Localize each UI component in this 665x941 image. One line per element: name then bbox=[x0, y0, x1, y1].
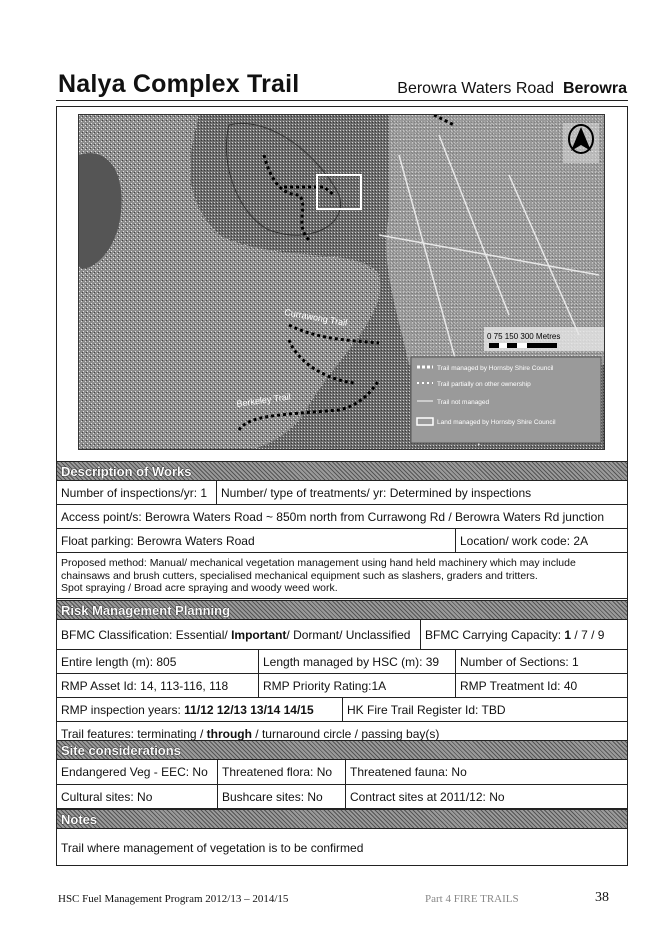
footer-part: Part 4 FIRE TRAILS bbox=[425, 893, 519, 905]
inspections-per-year: Number of inspections/yr: 1 bbox=[57, 481, 217, 504]
site-row-1 bbox=[57, 760, 627, 785]
rmp-priority-rating: RMP Priority Rating:1A bbox=[259, 674, 456, 697]
inspection-years-prefix: RMP inspection years: bbox=[61, 702, 185, 717]
map-image bbox=[79, 115, 605, 450]
bfmc-carrying-capacity bbox=[421, 620, 627, 649]
notes-text: Trail where management of vegetation is to be confirmed bbox=[61, 840, 364, 855]
risk-row-2 bbox=[57, 650, 627, 674]
bfmc-class-suffix: / Dormant/ Unclassified bbox=[286, 627, 411, 642]
section-description-of-works: Description of Works bbox=[57, 461, 627, 481]
site-row-2 bbox=[57, 785, 627, 809]
scale-bar bbox=[484, 327, 604, 351]
risk-row-4 bbox=[57, 698, 627, 722]
risk-row-3 bbox=[57, 674, 627, 698]
features-suffix: / turnaround circle / passing bay(s) bbox=[251, 726, 440, 741]
capacity-prefix: BFMC Carrying Capacity: bbox=[425, 627, 565, 642]
threatened-flora: Threatened flora: No bbox=[218, 760, 346, 784]
location-road: Berowra Waters Road bbox=[397, 80, 555, 97]
access-points: Access point/s: Berowra Waters Road ~ 850m north from Currawong Rd / Berowra Waters Rd junction bbox=[61, 509, 604, 524]
location-work-code: Location/ work code: 2A bbox=[460, 533, 589, 548]
works-row-1 bbox=[57, 481, 627, 505]
entire-length: Entire length (m): 805 bbox=[57, 650, 259, 673]
north-arrow-icon bbox=[563, 123, 599, 163]
footer-program: HSC Fuel Management Program 2012/13 – 2014/15 bbox=[58, 893, 289, 905]
trail-map bbox=[78, 114, 605, 450]
capacity-selected: 1 bbox=[564, 627, 572, 642]
proposed-method bbox=[57, 553, 627, 598]
notes-row bbox=[57, 829, 627, 866]
page-title: Nalya Complex Trail bbox=[58, 70, 300, 98]
works-row-2 bbox=[57, 505, 627, 529]
threatened-fauna: Threatened fauna: No bbox=[350, 765, 467, 779]
inspection-years-values: 11/12 12/13 13/14 14/15 bbox=[184, 702, 314, 717]
legend-item-2: Trail partially on other ownership bbox=[437, 381, 531, 388]
features-selected: through bbox=[206, 726, 252, 741]
proposed-method-line-2: chainsaws and brush cutters, specialised mechanical equipment such as slashers, graders and tritters. bbox=[61, 569, 538, 582]
works-row-3 bbox=[57, 529, 627, 553]
title-rule bbox=[56, 100, 628, 101]
treatments-per-year: Number/ type of treatments/ yr: Determined by inspections bbox=[221, 485, 532, 500]
bfmc-class-prefix: BFMC Classification: Essential/ bbox=[61, 627, 232, 642]
bfmc-classification bbox=[57, 620, 421, 649]
length-managed: Length managed by HSC (m): 39 bbox=[259, 650, 456, 673]
rmp-treatment-id: RMP Treatment Id: 40 bbox=[460, 678, 578, 693]
legend-item-4: Land managed by Hornsby Shire Council bbox=[437, 419, 556, 426]
location-suburb: Berowra bbox=[562, 80, 627, 97]
proposed-method-line-3: Spot spraying / Broad acre spraying and woody weed work. bbox=[61, 582, 338, 594]
legend-item-3: Trail not managed bbox=[437, 399, 490, 406]
contract-sites: Contract sites at 2011/12: No bbox=[350, 789, 505, 804]
rmp-inspection-years bbox=[57, 698, 343, 721]
legend-item-1: Trail managed by Hornsby Shire Council bbox=[437, 365, 554, 372]
number-of-sections: Number of Sections: 1 bbox=[460, 654, 579, 669]
rmp-asset-id: RMP Asset Id: 14, 113-116, 118 bbox=[57, 674, 259, 697]
float-parking: Float parking: Berowra Waters Road bbox=[57, 529, 456, 552]
location-subtitle bbox=[397, 80, 627, 98]
cultural-sites: Cultural sites: No bbox=[57, 785, 218, 808]
proposed-method-line-1: Proposed method: Manual/ mechanical vegetation management using hand held machinery which may include bbox=[61, 557, 576, 569]
map-label-currawong: Currawong Trail bbox=[283, 307, 348, 329]
map-label-berkeley: Berkeley Trail bbox=[235, 391, 292, 409]
fire-trail-register-id: HK Fire Trail Register Id: TBD bbox=[347, 702, 506, 717]
map-legend bbox=[411, 357, 601, 443]
capacity-suffix: / 7 / 9 bbox=[571, 627, 605, 642]
section-risk-management: Risk Management Planning bbox=[57, 600, 627, 620]
section-site-considerations: Site considerations bbox=[57, 740, 627, 760]
bfmc-class-selected: Important bbox=[231, 627, 287, 642]
works-row-4 bbox=[57, 553, 627, 599]
endangered-veg-eec: Endangered Veg - EEC: No bbox=[57, 760, 218, 784]
section-notes: Notes bbox=[57, 809, 627, 829]
features-prefix: Trail features: terminating / bbox=[61, 726, 207, 741]
bushcare-sites: Bushcare sites: No bbox=[218, 785, 346, 808]
page-number: 38 bbox=[595, 890, 609, 905]
scale-text: 0 75 150 300 Metres bbox=[487, 332, 561, 341]
risk-row-1 bbox=[57, 620, 627, 650]
